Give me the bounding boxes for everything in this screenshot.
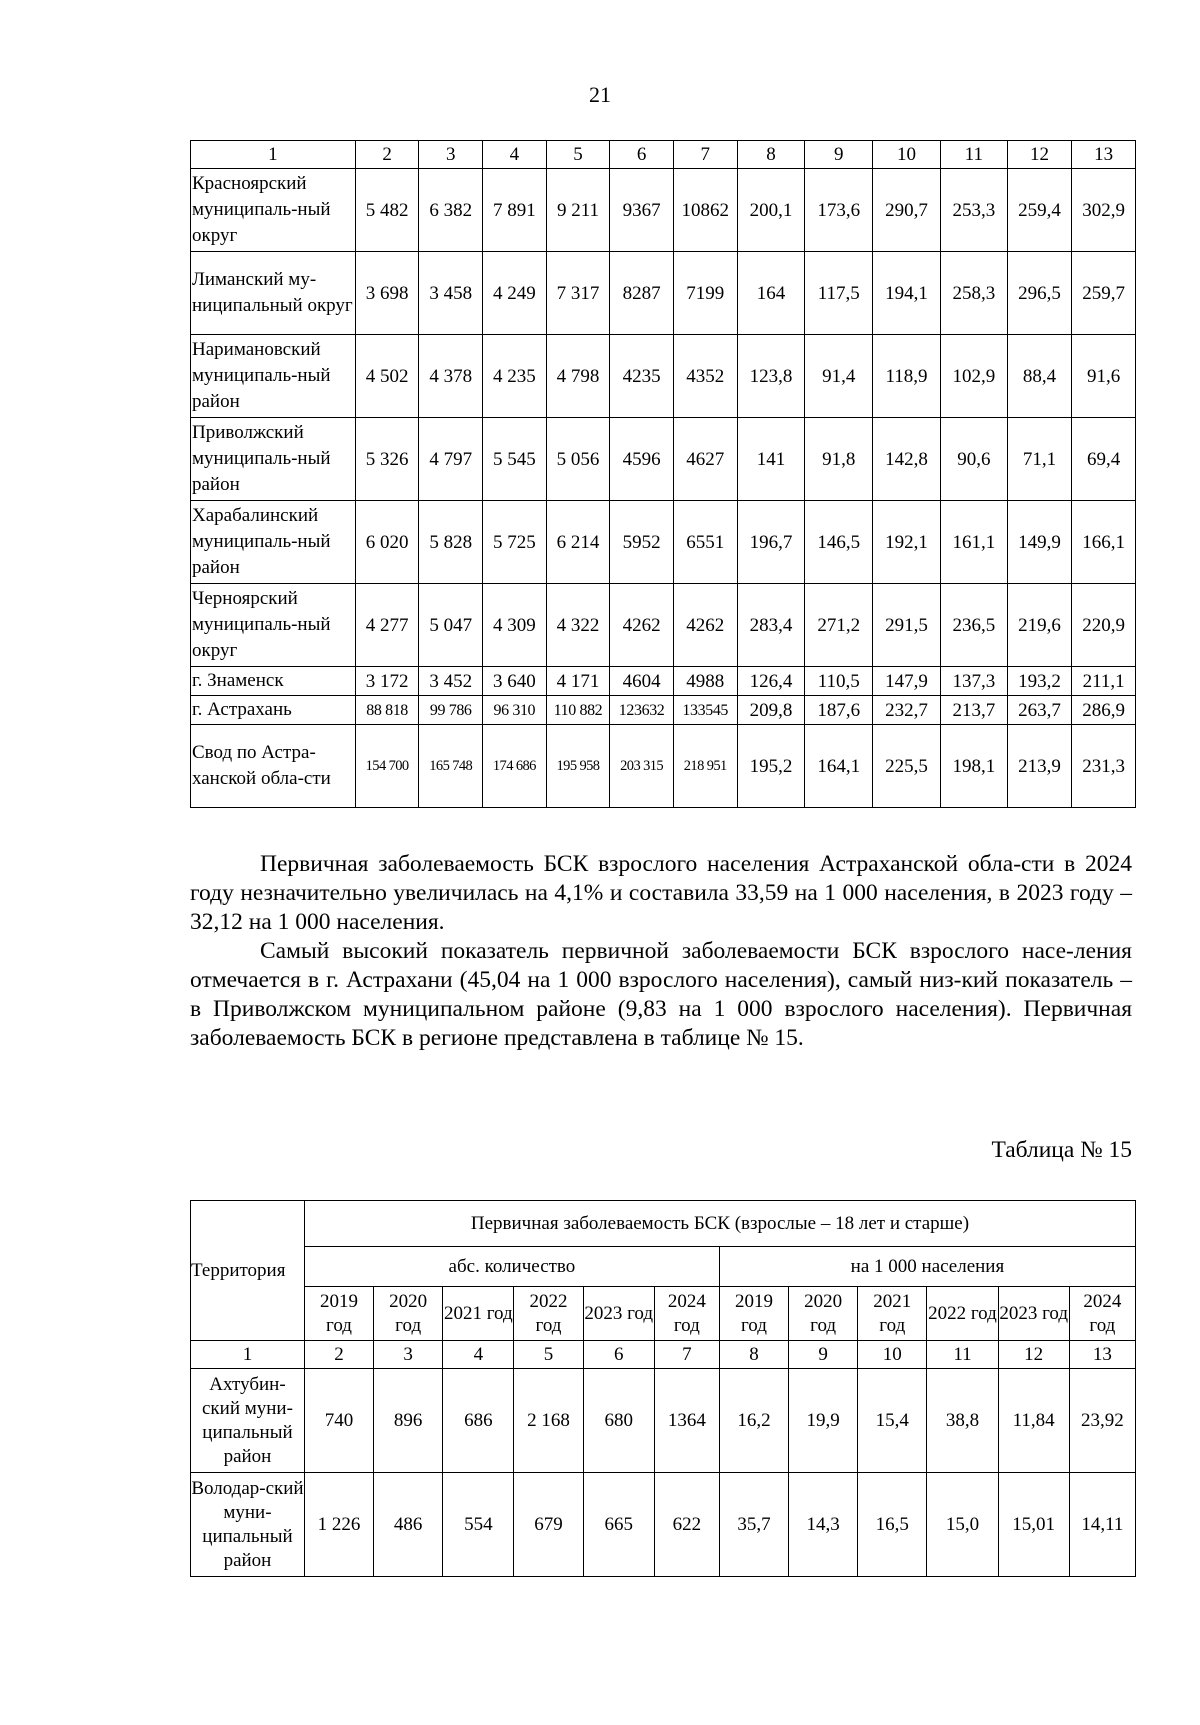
table-cell: 194,1 [873, 252, 941, 335]
table-cell: 5952 [610, 501, 674, 584]
table-cell: 7 317 [546, 252, 610, 335]
territory-name: г. Астрахань [191, 696, 356, 725]
table-row [191, 667, 1136, 696]
table-cell: 161,1 [940, 501, 1007, 584]
paragraph: Самый высокий показатель первичной заболеваемости БСК взрослого насе-ления отмечается в г. Астрахани (45,04 на 1 000 взрослого населения), самый низ-кий показатель – в Приволжском муниципальном районе (9,83 на 1 000 взрослого населения). Первичная заболеваемость БСК в регионе представлена в таблице № 15. [190, 938, 1132, 1051]
table-cell: 137,3 [940, 667, 1007, 696]
table-cell: 173,6 [805, 169, 873, 252]
table-cell: 554 [443, 1473, 514, 1577]
table-cell: 142,8 [873, 418, 941, 501]
table-cell: 259,4 [1007, 169, 1072, 252]
year-header: 2019 год [304, 1287, 373, 1341]
year-header: 2020 год [789, 1287, 858, 1341]
table-cell: 680 [583, 1369, 654, 1473]
table-cell: 7 891 [483, 169, 547, 252]
paragraph: Первичная заболеваемость БСК взрослого населения Астраханской обла-сти в 2024 году незначительно увеличилась на 4,1% и составила 33,59 на 1 000 населения, в 2023 году – 32,12 на 1 000 населения. [190, 851, 1132, 935]
table-cell: 147,9 [873, 667, 941, 696]
table-cell: 4 322 [546, 584, 610, 667]
table-row [191, 1369, 1136, 1473]
column-number: 10 [873, 141, 941, 169]
column-number: 3 [419, 141, 483, 169]
table-cell: 3 640 [483, 667, 547, 696]
year-header: 2024 год [1069, 1287, 1135, 1341]
table-cell: 219,6 [1007, 584, 1072, 667]
table-cell: 4 797 [419, 418, 483, 501]
table-cell: 1 226 [304, 1473, 373, 1577]
table-cell: 123,8 [737, 335, 805, 418]
table-cell: 3 698 [355, 252, 419, 335]
table-cell: 15,01 [998, 1473, 1069, 1577]
page-number: 21 [589, 82, 611, 107]
table-row [191, 252, 1136, 335]
table-cell: 99 786 [419, 696, 483, 725]
table-cell: 15,4 [858, 1369, 927, 1473]
table-cell: 14,3 [789, 1473, 858, 1577]
table-cell: 686 [443, 1369, 514, 1473]
table-cell: 236,5 [940, 584, 1007, 667]
table-cell: 35,7 [719, 1473, 788, 1577]
table-cell: 154 700 [355, 725, 419, 808]
table-cell: 3 458 [419, 252, 483, 335]
table-cell: 5 326 [355, 418, 419, 501]
column-number: 4 [443, 1341, 514, 1369]
table-cell: 4604 [610, 667, 674, 696]
table-cell: 4627 [673, 418, 737, 501]
table-cell: 6551 [673, 501, 737, 584]
table-row [191, 725, 1136, 808]
year-header: 2024 год [654, 1287, 719, 1341]
table-cell: 740 [304, 1369, 373, 1473]
column-number: 8 [737, 141, 805, 169]
table-cell: 213,7 [940, 696, 1007, 725]
table-cell: 225,5 [873, 725, 941, 808]
table-cell: 4262 [673, 584, 737, 667]
table-cell: 110,5 [805, 667, 873, 696]
table-row [191, 169, 1136, 252]
territory-name: Ахтубин-ский муни-ципальный район [191, 1369, 305, 1473]
body-text [190, 850, 1132, 1053]
table-cell: 16,5 [858, 1473, 927, 1577]
table-cell: 5 545 [483, 418, 547, 501]
column-number: 10 [858, 1341, 927, 1369]
table-cell: 23,92 [1069, 1369, 1135, 1473]
table-cell: 123632 [610, 696, 674, 725]
table-cell: 7199 [673, 252, 737, 335]
table-cell: 9 211 [546, 169, 610, 252]
table-cell: 14,11 [1069, 1473, 1135, 1577]
table-cell: 4988 [673, 667, 737, 696]
territory-name: Свод по Астра-ханской обла-сти [191, 725, 356, 808]
table-cell: 4 235 [483, 335, 547, 418]
table-cell: 6 214 [546, 501, 610, 584]
table-row [191, 584, 1136, 667]
table-cell: 117,5 [805, 252, 873, 335]
year-header-row [191, 1287, 1136, 1341]
column-number: 4 [483, 141, 547, 169]
column-number: 11 [927, 1341, 998, 1369]
table-cell: 110 882 [546, 696, 610, 725]
column-number: 9 [789, 1341, 858, 1369]
table-cell: 253,3 [940, 169, 1007, 252]
territory-header: Территория [191, 1201, 305, 1341]
table-cell: 71,1 [1007, 418, 1072, 501]
column-number: 9 [805, 141, 873, 169]
table-cell: 91,6 [1072, 335, 1136, 418]
table-cell: 4352 [673, 335, 737, 418]
table-cell: 8287 [610, 252, 674, 335]
table-cell: 5 482 [355, 169, 419, 252]
table-cell: 196,7 [737, 501, 805, 584]
table-cell: 4 309 [483, 584, 547, 667]
column-number: 5 [546, 141, 610, 169]
column-number: 2 [355, 141, 419, 169]
column-number: 6 [610, 141, 674, 169]
table-cell: 192,1 [873, 501, 941, 584]
territory-name: Приволжский муниципаль-ный район [191, 418, 356, 501]
column-number-row [191, 1341, 1136, 1369]
table-cell: 296,5 [1007, 252, 1072, 335]
table-cell: 209,8 [737, 696, 805, 725]
table-cell: 4 798 [546, 335, 610, 418]
table-cell: 164,1 [805, 725, 873, 808]
table-cell: 290,7 [873, 169, 941, 252]
territory-name: Черноярский муниципаль-ный округ [191, 584, 356, 667]
table-cell: 174 686 [483, 725, 547, 808]
year-header: 2023 год [583, 1287, 654, 1341]
table-cell: 88 818 [355, 696, 419, 725]
header-row [191, 1201, 1136, 1247]
table-cell: 15,0 [927, 1473, 998, 1577]
table-cell: 665 [583, 1473, 654, 1577]
table-cell: 10862 [673, 169, 737, 252]
table-cell: 286,9 [1072, 696, 1136, 725]
territory-name: Наримановский муниципаль-ный район [191, 335, 356, 418]
table-cell: 486 [374, 1473, 443, 1577]
column-number: 3 [374, 1341, 443, 1369]
table-cell: 149,9 [1007, 501, 1072, 584]
table-cell: 3 172 [355, 667, 419, 696]
territory-name: Лиманский му-ниципальный округ [191, 252, 356, 335]
table-cell: 118,9 [873, 335, 941, 418]
table-cell: 213,9 [1007, 725, 1072, 808]
column-number: 12 [1007, 141, 1072, 169]
table-cell: 164 [737, 252, 805, 335]
table-cell: 102,9 [940, 335, 1007, 418]
year-header: 2023 год [998, 1287, 1069, 1341]
table-cell: 96 310 [483, 696, 547, 725]
table-row [191, 418, 1136, 501]
table-cell: 90,6 [940, 418, 1007, 501]
territory-name: Харабалинский муниципаль-ный район [191, 501, 356, 584]
table-cell: 896 [374, 1369, 443, 1473]
table-cell: 11,84 [998, 1369, 1069, 1473]
table-cell: 4 378 [419, 335, 483, 418]
table-cell: 4262 [610, 584, 674, 667]
table-cell: 165 748 [419, 725, 483, 808]
table-cell: 6 020 [355, 501, 419, 584]
table-15 [190, 1200, 1136, 1577]
column-number: 6 [583, 1341, 654, 1369]
table-cell: 133545 [673, 696, 737, 725]
table-cell: 4 277 [355, 584, 419, 667]
table-cell: 91,4 [805, 335, 873, 418]
table-cell: 5 828 [419, 501, 483, 584]
table-cell: 231,3 [1072, 725, 1136, 808]
table-cell: 291,5 [873, 584, 941, 667]
table-cell: 198,1 [940, 725, 1007, 808]
table-cell: 220,9 [1072, 584, 1136, 667]
column-number: 13 [1072, 141, 1136, 169]
table-row [191, 501, 1136, 584]
table-cell: 232,7 [873, 696, 941, 725]
table-row [191, 1473, 1136, 1577]
abs-header: абс. количество [304, 1247, 719, 1287]
table-cell: 9367 [610, 169, 674, 252]
year-header: 2020 год [374, 1287, 443, 1341]
table-cell: 622 [654, 1473, 719, 1577]
table-cell: 195,2 [737, 725, 805, 808]
main-header: Первичная заболеваемость БСК (взрослые – 18 лет и старше) [304, 1201, 1135, 1247]
table-cell: 283,4 [737, 584, 805, 667]
table-cell: 5 056 [546, 418, 610, 501]
table-cell: 211,1 [1072, 667, 1136, 696]
table-row [191, 335, 1136, 418]
table-cell: 258,3 [940, 252, 1007, 335]
column-number: 2 [304, 1341, 373, 1369]
table-cell: 263,7 [1007, 696, 1072, 725]
column-number: 1 [191, 141, 356, 169]
table-cell: 259,7 [1072, 252, 1136, 335]
table-cell: 218 951 [673, 725, 737, 808]
table-cell: 195 958 [546, 725, 610, 808]
table-cell: 5 725 [483, 501, 547, 584]
table-cell: 1364 [654, 1369, 719, 1473]
year-header: 2022 год [514, 1287, 583, 1341]
table-cell: 2 168 [514, 1369, 583, 1473]
table-cell: 88,4 [1007, 335, 1072, 418]
table-cell: 69,4 [1072, 418, 1136, 501]
table-cell: 4 171 [546, 667, 610, 696]
table-cell: 302,9 [1072, 169, 1136, 252]
column-number: 7 [654, 1341, 719, 1369]
column-number: 13 [1069, 1341, 1135, 1369]
table-cell: 146,5 [805, 501, 873, 584]
territory-name: Красноярский муниципаль-ный округ [191, 169, 356, 252]
territory-name: г. Знаменск [191, 667, 356, 696]
column-number: 7 [673, 141, 737, 169]
table-cell: 141 [737, 418, 805, 501]
table-14-continuation [190, 140, 1136, 808]
table-cell: 200,1 [737, 169, 805, 252]
table-cell: 271,2 [805, 584, 873, 667]
table-cell: 19,9 [789, 1369, 858, 1473]
table-cell: 5 047 [419, 584, 483, 667]
table-cell: 203 315 [610, 725, 674, 808]
table-cell: 4 502 [355, 335, 419, 418]
table-cell: 38,8 [927, 1369, 998, 1473]
column-number: 12 [998, 1341, 1069, 1369]
header-row [191, 1247, 1136, 1287]
column-number: 8 [719, 1341, 788, 1369]
table-cell: 16,2 [719, 1369, 788, 1473]
per-1000-header: на 1 000 населения [719, 1247, 1135, 1287]
table-cell: 4596 [610, 418, 674, 501]
year-header: 2019 год [719, 1287, 788, 1341]
column-number: 5 [514, 1341, 583, 1369]
table-cell: 91,8 [805, 418, 873, 501]
table-cell: 126,4 [737, 667, 805, 696]
table-cell: 4235 [610, 335, 674, 418]
table-caption: Таблица № 15 [991, 1137, 1132, 1163]
table-row [191, 696, 1136, 725]
table-cell: 3 452 [419, 667, 483, 696]
year-header: 2021 год [443, 1287, 514, 1341]
year-header: 2021 год [858, 1287, 927, 1341]
table-cell: 6 382 [419, 169, 483, 252]
column-number-row [191, 141, 1136, 169]
year-header: 2022 год [927, 1287, 998, 1341]
table-cell: 4 249 [483, 252, 547, 335]
column-number: 11 [940, 141, 1007, 169]
table-cell: 166,1 [1072, 501, 1136, 584]
column-number: 1 [191, 1341, 305, 1369]
table-cell: 187,6 [805, 696, 873, 725]
territory-name: Володар-ский муни-ципальный район [191, 1473, 305, 1577]
table-cell: 679 [514, 1473, 583, 1577]
table-cell: 193,2 [1007, 667, 1072, 696]
